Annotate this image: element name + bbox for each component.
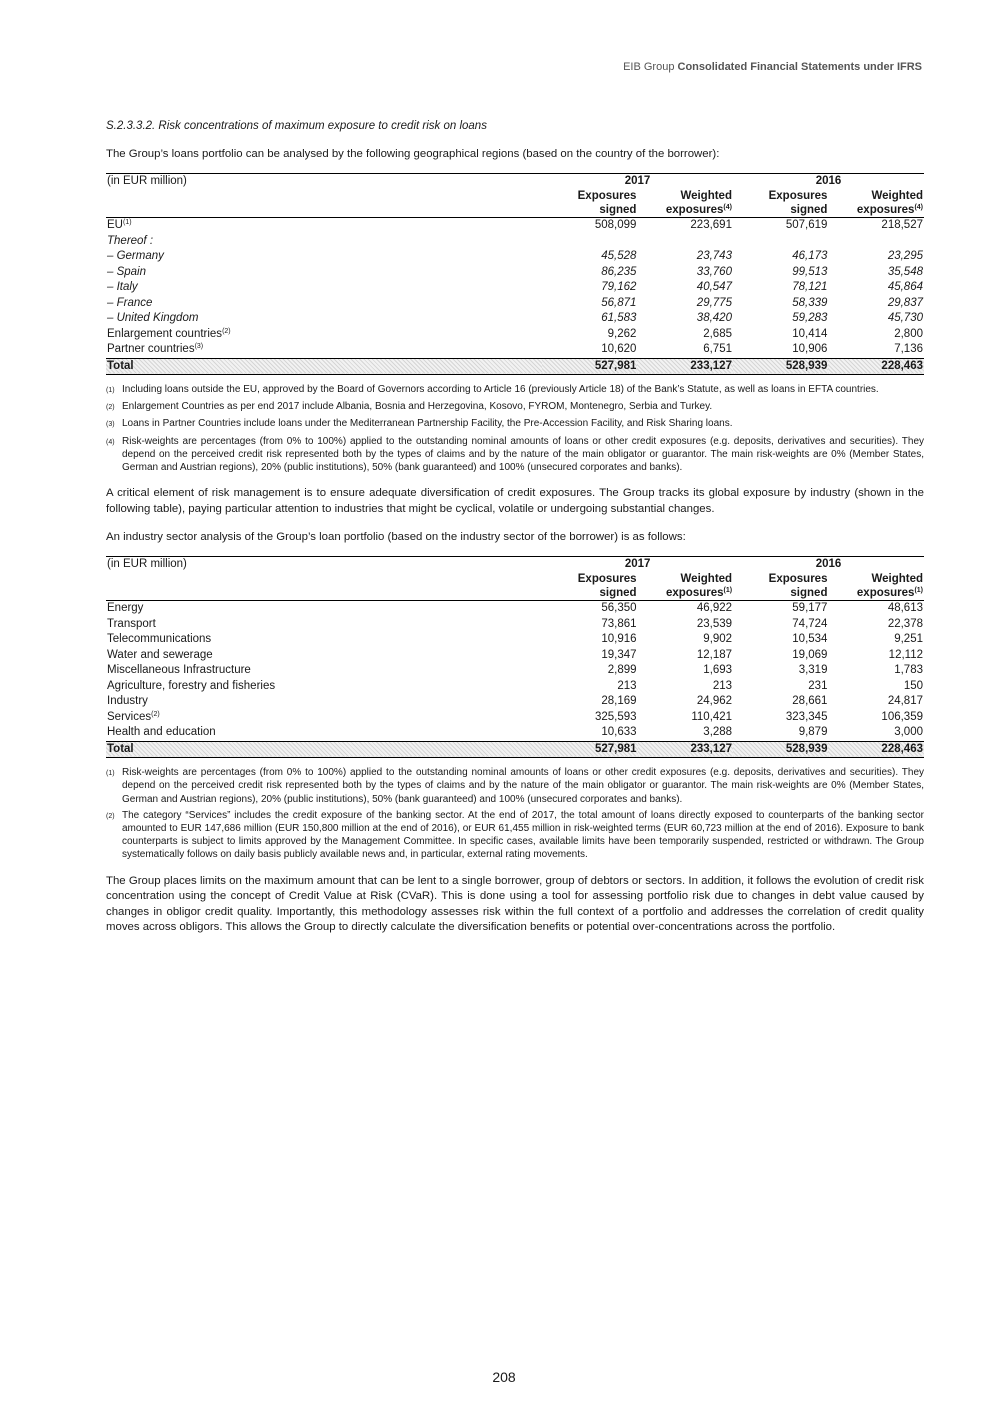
total-cell: 527,981 bbox=[542, 741, 637, 758]
table-cell: 1,783 bbox=[894, 664, 923, 677]
table-cell: 61,583 bbox=[601, 312, 637, 324]
table-row bbox=[106, 311, 924, 327]
row-label-text: Water and sewerage bbox=[107, 648, 213, 661]
footnote-text: The category “Services” includes the credit exposure of the banking sector. At the end of 2017, the total amount of loans directly exposed to counterparts of the banking sector amounted to EUR 147,686 million (EUR 150,800 million at the end of 2016), or EUR 61,455 million in risk-weighted terms (EUR 60,723 million at the end of 2016). Exposure to bank counterparts is subject to limits approved by the Management Committee. In specific cases, available limits have been temporarily suspended, restricted or withdrawn. The Group systematically follows on daily basis publicly available news and, in particular, external rating movements. bbox=[122, 809, 924, 861]
table-cell: 3,288 bbox=[703, 726, 733, 739]
table-row bbox=[106, 679, 924, 695]
row-footnote-ref: (3) bbox=[194, 343, 204, 350]
table-cell: 24,817 bbox=[887, 695, 923, 708]
table-cell: 12,112 bbox=[888, 648, 923, 661]
row-label-text: Enlargement countries bbox=[107, 327, 223, 340]
geographic-table-footnotes bbox=[106, 383, 924, 474]
table-cell: 29,837 bbox=[887, 296, 923, 309]
running-header bbox=[623, 61, 922, 73]
table-cell: 29,775 bbox=[696, 296, 732, 309]
footnote-marker: (3) bbox=[106, 421, 115, 429]
col-header-line: Weighted bbox=[680, 573, 733, 586]
table-cell: 3,000 bbox=[894, 726, 923, 739]
row-label bbox=[106, 234, 542, 250]
section-title: S.2.3.3.2. Risk concentrations of maximum exposure to credit risk on loans bbox=[106, 120, 487, 132]
col-header-line: Exposures bbox=[577, 190, 637, 202]
row-label-text: Miscellaneous Infrastructure bbox=[107, 664, 251, 677]
header-prefix: EIB Group bbox=[623, 61, 675, 73]
footnote-text: Risk-weights are percentages (from 0% to 100%) applied to the outstanding nominal amounts of loans or other credit exposures (e.g. deposits, derivatives and securities). They depend on the perceived credit risk represented both by the types of claims and by the nature of the main obligator or guarantor. The main risk-weights are 0% (Member States, German and Austrian regions), 20% (public institutions), 50% (bank guaranteed) and 100% (unsecured corporates and banks). bbox=[122, 435, 924, 474]
table-cell: 59,177 bbox=[792, 602, 828, 615]
col-header-line: exposures bbox=[665, 587, 724, 600]
year-header-prior: 2016 bbox=[733, 173, 924, 189]
table-cell: 2,899 bbox=[607, 664, 637, 677]
table-cell bbox=[637, 234, 733, 250]
table-cell: 106,359 bbox=[881, 710, 923, 723]
table-year-row bbox=[106, 556, 924, 572]
table-cell: 33,760 bbox=[696, 265, 732, 278]
table-cell: 45,730 bbox=[887, 312, 923, 324]
row-label bbox=[106, 342, 542, 358]
table-cell: 23,295 bbox=[887, 250, 923, 262]
table-row bbox=[106, 327, 924, 343]
row-label bbox=[106, 679, 542, 695]
row-label-text: Health and education bbox=[107, 726, 216, 739]
table-cell: 19,347 bbox=[601, 648, 637, 661]
table-cell: 325,593 bbox=[594, 710, 637, 723]
table-unit-label: (in EUR million) bbox=[106, 173, 542, 189]
industry-table bbox=[106, 556, 924, 759]
row-label-text: – Italy bbox=[107, 281, 138, 293]
row-label-text: Services bbox=[107, 710, 152, 723]
table-cell: 86,235 bbox=[601, 265, 637, 278]
table-row bbox=[106, 632, 924, 648]
col-header-exposures-signed bbox=[733, 572, 828, 601]
table-cell: 9,879 bbox=[798, 726, 828, 739]
col-header-line: Weighted bbox=[680, 190, 732, 202]
table-cell: 40,547 bbox=[696, 281, 732, 293]
col-header-line: signed bbox=[790, 587, 828, 600]
table-cell: 99,513 bbox=[792, 265, 828, 278]
col-header-line: signed bbox=[599, 587, 637, 600]
row-label-text: Agriculture, forestry and fisheries bbox=[107, 679, 276, 692]
table-row bbox=[106, 725, 924, 741]
table-cell: 78,121 bbox=[792, 281, 828, 293]
footnote bbox=[106, 809, 924, 862]
table-cell: 45,528 bbox=[601, 250, 637, 262]
year-header-current: 2017 bbox=[542, 173, 733, 189]
table-row bbox=[106, 234, 924, 250]
row-label bbox=[106, 311, 542, 327]
header-title: Consolidated Financial Statements under IFRS bbox=[677, 61, 922, 73]
total-label: Total bbox=[106, 358, 542, 375]
footnote-text: Including loans outside the EU, approved by the Board of Governors according to Article 16 (previously Article 18) of the Bank’s Statute, as well as loans in EFTA countries. bbox=[122, 384, 879, 395]
header-spacer bbox=[106, 189, 542, 218]
header-spacer bbox=[106, 572, 542, 601]
table-cell: 10,906 bbox=[792, 343, 828, 355]
year-header-current: 2017 bbox=[542, 556, 733, 572]
table-cell: 213 bbox=[617, 679, 637, 692]
row-label-text: Telecommunications bbox=[107, 633, 212, 646]
table-row bbox=[106, 265, 924, 281]
table-cell: 508,099 bbox=[594, 219, 637, 231]
col-header-footnote-ref: (4) bbox=[914, 204, 923, 211]
row-label bbox=[106, 632, 542, 648]
footnote-marker: (4) bbox=[106, 438, 115, 446]
footnote-text: Enlargement Countries as per end 2017 include Albania, Bosnia and Herzegovina, Kosovo, FYROM, Montenegro, Serbia and Turkey. bbox=[122, 401, 713, 413]
table-cell: 10,620 bbox=[601, 343, 637, 355]
table-cell: 22,378 bbox=[887, 617, 923, 630]
table-cell: 45,864 bbox=[887, 281, 923, 293]
table-total-row bbox=[106, 741, 924, 758]
row-label-text: EU bbox=[107, 219, 123, 231]
col-header-line: Weighted bbox=[871, 573, 923, 586]
table-row bbox=[106, 342, 924, 358]
row-label-text: Partner countries bbox=[107, 343, 195, 355]
table-cell: 1,693 bbox=[703, 664, 733, 677]
diversification-paragraph: A critical element of risk management is to ensure adequate diversification of credit exposures. The Group tracks its global exposure by industry (shown in the following table), paying particular attention to industries that might be cyclical, volatile or undergoing substantial changes. bbox=[106, 487, 924, 515]
table-cell: 23,539 bbox=[696, 617, 733, 630]
row-footnote-ref: (1) bbox=[122, 219, 132, 226]
table-cell: 19,069 bbox=[792, 648, 828, 661]
table-cell: 46,173 bbox=[792, 250, 828, 262]
table-cell: 150 bbox=[903, 679, 923, 692]
col-header-line: Weighted bbox=[871, 190, 923, 202]
footnote bbox=[106, 417, 924, 431]
table-cell: 10,633 bbox=[601, 726, 637, 739]
row-label bbox=[106, 327, 542, 343]
table-row bbox=[106, 280, 924, 296]
table-cell: 6,751 bbox=[703, 343, 732, 355]
table-cell: 46,922 bbox=[696, 602, 733, 615]
total-cell: 233,127 bbox=[637, 358, 733, 375]
row-label bbox=[106, 280, 542, 296]
col-header-line: exposures bbox=[856, 587, 915, 600]
total-cell: 228,463 bbox=[828, 741, 924, 758]
row-label bbox=[106, 694, 542, 710]
col-header-line: exposures bbox=[856, 204, 915, 216]
table-row bbox=[106, 296, 924, 312]
footnote bbox=[106, 766, 924, 806]
row-label bbox=[106, 710, 542, 726]
row-label-text: – Spain bbox=[107, 265, 147, 278]
table-cell: 3,319 bbox=[798, 664, 828, 677]
col-header-exposures-signed bbox=[542, 572, 637, 601]
table-row bbox=[106, 601, 924, 617]
row-footnote-ref: (2) bbox=[222, 327, 231, 335]
col-header-footnote-ref: (1) bbox=[723, 587, 733, 595]
total-cell: 528,939 bbox=[733, 358, 828, 375]
total-cell: 527,981 bbox=[542, 358, 637, 375]
table-cell: 9,902 bbox=[703, 633, 733, 646]
table-cell: 10,916 bbox=[601, 633, 637, 646]
table-cell bbox=[542, 234, 637, 250]
table-cell: 48,613 bbox=[887, 602, 923, 615]
table-cell: 213 bbox=[712, 679, 733, 692]
col-header-weighted-exposures bbox=[828, 189, 924, 218]
table-row bbox=[106, 218, 924, 234]
row-label-text: – United Kingdom bbox=[107, 312, 199, 324]
table-total-row bbox=[106, 358, 924, 375]
col-header-line: Exposures bbox=[768, 190, 828, 202]
col-header-line: signed bbox=[790, 204, 828, 216]
row-label bbox=[106, 218, 542, 234]
table-cell: 9,262 bbox=[607, 327, 637, 340]
table-cell: 28,661 bbox=[792, 695, 828, 708]
footnote-marker: (1) bbox=[106, 387, 115, 394]
table-cell: 7,136 bbox=[894, 343, 923, 355]
col-header-weighted-exposures bbox=[637, 189, 733, 218]
table-row bbox=[106, 249, 924, 265]
table-unit-label: (in EUR million) bbox=[106, 556, 542, 572]
table-cell: 10,534 bbox=[792, 633, 828, 646]
table-row bbox=[106, 710, 924, 726]
table-cell: 10,414 bbox=[792, 327, 828, 340]
footnote bbox=[106, 400, 924, 414]
col-header-line: Exposures bbox=[768, 573, 828, 586]
col-header-footnote-ref: (1) bbox=[914, 587, 923, 595]
footnote-text: Loans in Partner Countries include loans under the Mediterranean Partnership Facility, the Pre-Accession Facility, and Risk Sharing loans. bbox=[122, 418, 733, 430]
col-header-line: Exposures bbox=[577, 573, 637, 586]
table-cell: 73,861 bbox=[601, 617, 637, 630]
footnote-marker: (2) bbox=[106, 812, 115, 820]
table-cell: 231 bbox=[808, 679, 828, 692]
footnote bbox=[106, 383, 924, 397]
table-cell: 2,685 bbox=[703, 327, 732, 340]
col-header-footnote-ref: (4) bbox=[723, 204, 732, 211]
year-header-prior: 2016 bbox=[733, 556, 924, 572]
table-cell: 56,350 bbox=[601, 602, 637, 615]
table-cell: 38,420 bbox=[696, 312, 732, 324]
row-label-text: – France bbox=[107, 296, 153, 309]
table-column-header-row bbox=[106, 189, 924, 218]
table-cell: 79,162 bbox=[601, 281, 637, 293]
intro-paragraph: The Group’s loans portfolio can be analysed by the following geographical regions (based on the country of the borrower): bbox=[106, 148, 720, 160]
table-cell: 23,743 bbox=[696, 250, 732, 262]
table-cell: 507,619 bbox=[785, 219, 828, 231]
total-cell: 528,939 bbox=[733, 741, 828, 758]
table-cell: 24,962 bbox=[696, 695, 733, 708]
table-year-row bbox=[106, 173, 924, 189]
col-header-weighted-exposures bbox=[638, 572, 734, 601]
row-label-text: Thereof : bbox=[107, 234, 154, 247]
page-number: 208 bbox=[492, 1369, 516, 1385]
row-label-text: Transport bbox=[107, 617, 156, 630]
table-cell: 56,871 bbox=[601, 296, 637, 309]
table-cell: 218,527 bbox=[881, 219, 923, 231]
row-label-text: Energy bbox=[107, 602, 144, 615]
total-label: Total bbox=[106, 741, 542, 758]
footnote-marker: (1) bbox=[106, 770, 115, 778]
total-cell: 233,127 bbox=[638, 741, 734, 758]
table-row bbox=[106, 663, 924, 679]
col-header-exposures-signed bbox=[542, 189, 637, 218]
col-header-exposures-signed bbox=[733, 189, 828, 218]
footnote-text: Risk-weights are percentages (from 0% to 100%) applied to the outstanding nominal amounts of loans or other credit exposures (e.g. deposits, derivatives and securities). They depend on the perceived credit risk represented both by the types of claims and by the nature of the main obligator or guarantor. The main risk-weights are 0% (Member States, German and Austrian regions), 20% (public institutions), 50% (bank guaranteed) and 100% (unsecured corporates and banks). bbox=[122, 767, 924, 805]
row-label bbox=[106, 296, 542, 312]
table-column-header-row bbox=[106, 572, 924, 601]
col-header-line: signed bbox=[599, 204, 637, 216]
table-cell: 9,251 bbox=[894, 633, 923, 646]
footnote bbox=[106, 435, 924, 475]
row-label bbox=[106, 265, 542, 281]
table-row bbox=[106, 648, 924, 664]
row-label bbox=[106, 601, 542, 617]
row-label bbox=[106, 249, 542, 265]
footnote-marker: (2) bbox=[106, 404, 115, 412]
row-label bbox=[106, 617, 542, 633]
col-header-weighted-exposures bbox=[828, 572, 924, 601]
table-cell: 74,724 bbox=[792, 617, 828, 630]
table-cell: 35,548 bbox=[887, 265, 923, 278]
table-cell: 58,339 bbox=[792, 296, 828, 309]
row-label bbox=[106, 648, 542, 664]
row-label bbox=[106, 663, 542, 679]
table-cell: 110,421 bbox=[691, 710, 733, 723]
table-cell: 28,169 bbox=[601, 695, 637, 708]
row-label bbox=[106, 725, 542, 741]
geographic-table bbox=[106, 173, 924, 376]
row-label-text: Industry bbox=[107, 695, 148, 708]
table-cell: 2,800 bbox=[894, 327, 923, 340]
table-cell bbox=[733, 234, 828, 250]
table-row bbox=[106, 617, 924, 633]
table-cell: 223,691 bbox=[690, 219, 732, 231]
row-label-text: – Germany bbox=[107, 250, 164, 262]
cvar-paragraph: The Group places limits on the maximum amount that can be lent to a single borrower, group of debtors or sectors. In addition, it follows the evolution of credit risk concentration using the concept of Credit Value at Risk (CVaR). This is done using a tool for assessing portfolio risk due to changes in debt value caused by changes in obligor credit quality. Importantly, this methodology assesses risk within the full context of a portfolio and addresses the correlation of credit quality moves across obligors. This allows the Group to directly calculate the diversification benefits or potential over-concentrations across the portfolio. bbox=[106, 874, 924, 934]
table-cell: 59,283 bbox=[792, 312, 828, 324]
row-footnote-ref: (2) bbox=[151, 710, 160, 718]
table-cell: 323,345 bbox=[785, 710, 828, 723]
industry-table-footnotes bbox=[106, 766, 924, 861]
table-row bbox=[106, 694, 924, 710]
col-header-line: exposures bbox=[665, 204, 724, 216]
page-content bbox=[106, 120, 924, 949]
total-cell: 228,463 bbox=[828, 358, 924, 375]
industry-intro-paragraph: An industry sector analysis of the Group’s loan portfolio (based on the industry sector of the borrower) is as follows: bbox=[106, 531, 686, 544]
table-cell bbox=[828, 234, 924, 250]
table-cell: 12,187 bbox=[696, 648, 733, 661]
